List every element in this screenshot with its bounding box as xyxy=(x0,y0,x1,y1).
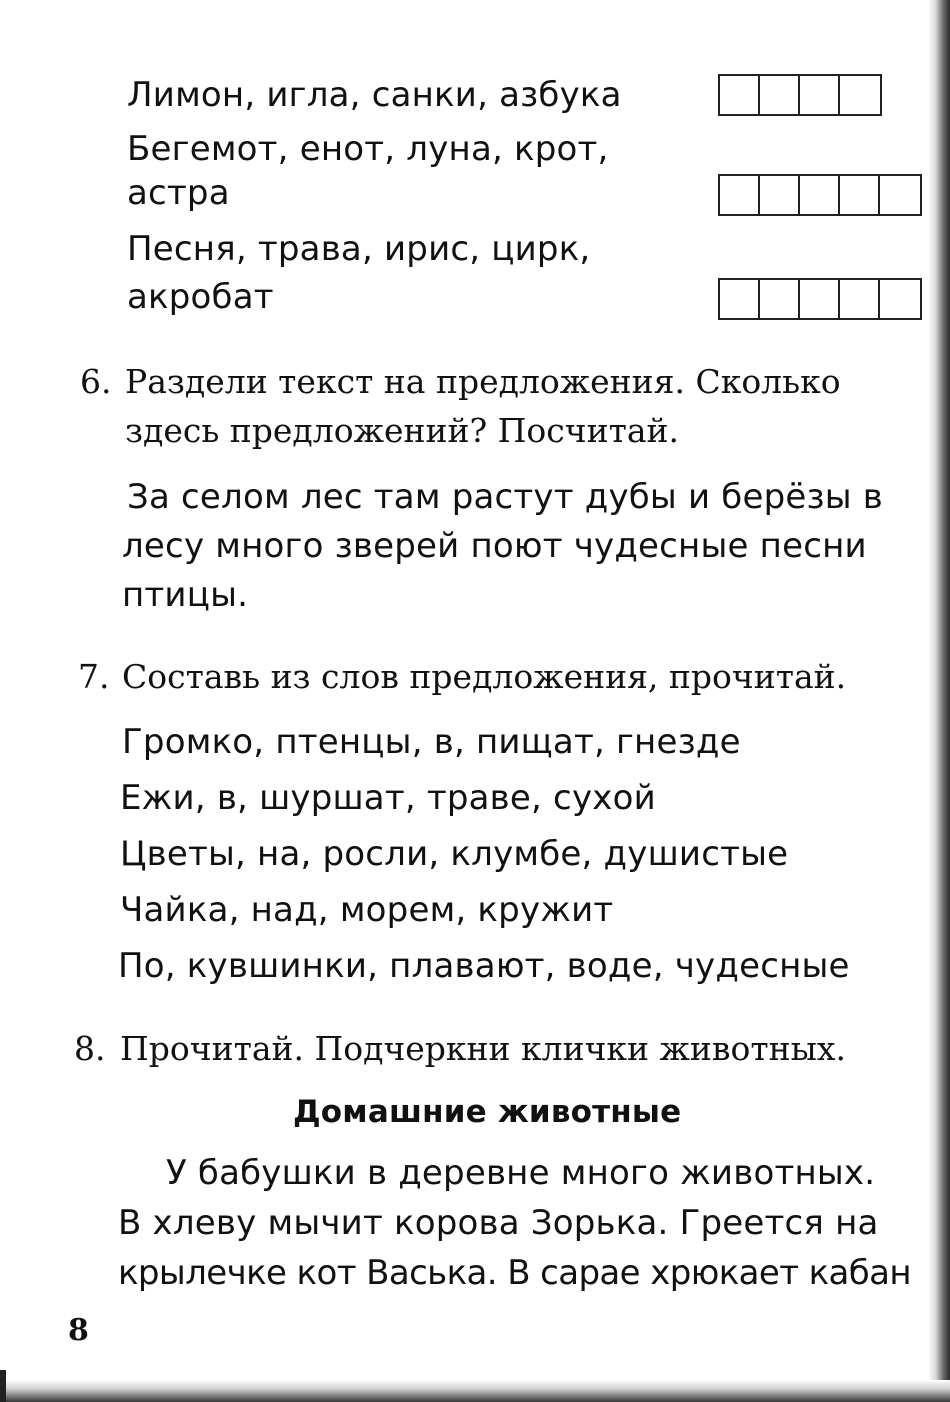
scan-edge-right xyxy=(928,0,950,1402)
word-list-2-line-1: Бегемот, енот, луна, крот, xyxy=(127,129,609,169)
task8-instruction: Прочитай. Подчеркни клички животных. xyxy=(120,1029,846,1068)
task6-text-line-2: лесу много зверей поют чудесные песни xyxy=(122,526,867,566)
task7-item-2: Ежи, в, шуршат, траве, сухой xyxy=(120,778,656,818)
task7-item-3: Цветы, на, росли, клумбе, душистые xyxy=(120,834,789,874)
word-list-2-line-2: астра xyxy=(127,173,230,213)
task6-instruction-line-1: Раздели текст на предложения. Сколько xyxy=(125,362,841,401)
task8-number: 8. xyxy=(74,1029,106,1068)
word-list-1: Лимон, игла, санки, азбука xyxy=(127,75,622,115)
task6-text-line-3: птицы. xyxy=(122,575,249,615)
task7-item-1: Громко, птенцы, в, пищат, гнезде xyxy=(122,722,741,762)
answer-boxes-2[interactable] xyxy=(718,174,922,216)
task6-number: 6. xyxy=(80,362,112,401)
word-list-3-line-1: Песня, трава, ирис, цирк, xyxy=(127,229,591,269)
task8-text-line-2: В хлеву мычит корова Зорька. Греется на xyxy=(118,1203,879,1243)
task8-heading: Домашние животные xyxy=(293,1094,682,1130)
task7-item-4: Чайка, над, морем, кружит xyxy=(120,890,614,930)
task7-item-5: По, кувшинки, плавают, воде, чудесные xyxy=(118,946,850,986)
task6-text-line-1: За селом лес там растут дубы и берёзы в xyxy=(127,477,884,517)
scan-edge-left xyxy=(0,1370,6,1402)
task7-instruction: Составь из слов предложения, прочитай. xyxy=(122,657,847,696)
answer-boxes-1[interactable] xyxy=(718,74,882,116)
word-list-3-line-2: акробат xyxy=(127,277,274,317)
scan-edge-bottom xyxy=(0,1380,950,1402)
task7-number: 7. xyxy=(78,657,110,696)
page-number: 8 xyxy=(68,1313,89,1348)
answer-boxes-3[interactable] xyxy=(718,278,922,320)
task8-text-line-3: крылечке кот Васька. В сарае хрюкает кабан xyxy=(118,1253,912,1293)
task6-instruction-line-2: здесь предложений? Посчитай. xyxy=(125,411,679,450)
task8-text-line-1: У бабушки в деревне много животных. xyxy=(166,1153,876,1193)
